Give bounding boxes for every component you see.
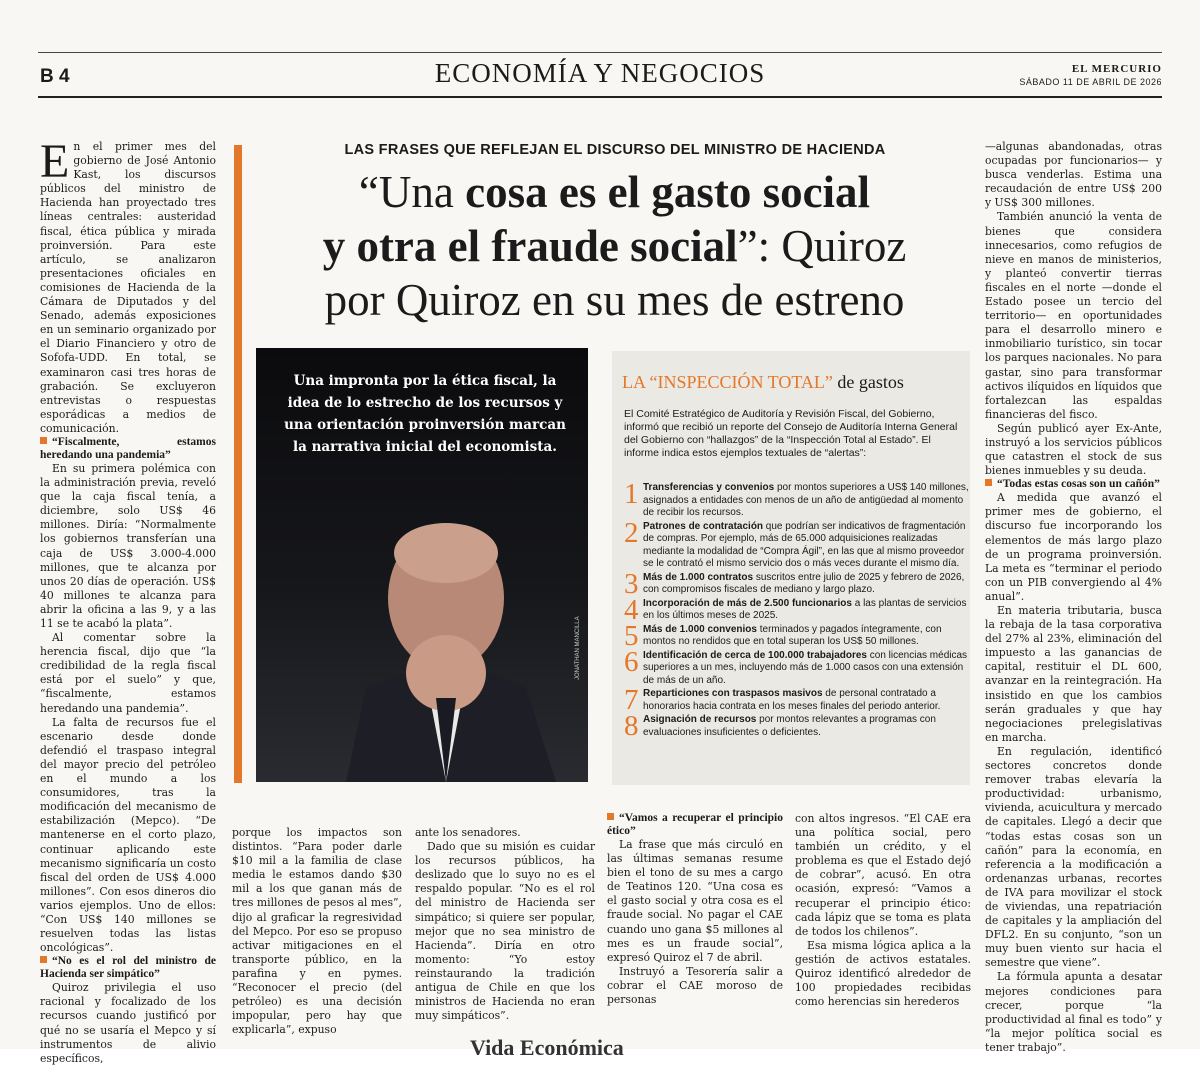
alert-number: 6 [624,645,639,678]
alert-text: Más de 1.000 convenios terminados y pagados íntegramente, con montos no rendidos que en total superan los US$ 50 millones. [643,623,942,647]
paragraph: Según publicó ayer Ex-Ante, instruyó a los servicios públicos que catastren el stock de sus bienes inmuebles y su deuda. [985,421,1162,478]
alert-item [624,619,969,652]
box-intro: El Comité Estratégico de Auditoría y Revisión Fiscal, del Gobierno, informó que recibió un reporte del Consejo de Auditoría Interna General del Gobierno con “hallazgos” de la “Inspección Total al Estado”. El informe indica estos ejemplos textuales de “alertas”: [624,408,958,459]
alert-text: Identificación de cerca de 100.000 trabajadores con licencias médicas superiores a un mes, incluyendo más de 1.000 casos con una extensión de más de un año. [643,649,968,686]
paragraph: Esa misma lógica aplica a la gestión de activos estatales. Quiroz identificó alrededor de 100 propiedades recibidas como herencias sin herederos [795,938,971,1009]
alert-text: Más de 1.000 contratos suscritos entre julio de 2025 y febrero de 2026, con compromisos fiscales de mediano y largo plazo. [643,571,965,595]
alert-list [624,478,969,742]
square-bullet-icon [40,956,47,963]
alert-text: Reparticiones con traspasos masivos de personal contratado a honorarios hacia contrata en los meses finales del periodo anterior. [643,688,941,712]
subhead-simpatico: “No es el rol del ministro de Hacienda ser simpático” [40,955,216,981]
column-2 [232,826,402,1037]
alert-number: 3 [624,567,639,600]
alert-text: Incorporación de más de 2.500 funcionarios a las plantas de servicios en los últimos meses de 2025. [643,597,967,621]
paragraph: La falta de recursos fue el escenario desde donde defendió el traspaso integral del mayor precio del petróleo en el mundo a los consumidores, tras la modificación del mecanismo de estabilización (Mepco). “De mantenerse en el corto plazo, continuar aplicando este mecanismo significaría un costo fiscal del orden de US$ 4.000 millones”. Con esos dineros dio varios ejemplos. Uno de ellos: “Con US$ 140 millones se resuelven todas las listas oncológicas”. [40,715,216,955]
next-page-heading-cut: Vida Económica [470,1035,624,1055]
alert-item [624,645,969,688]
alert-item [624,710,969,742]
paragraph: En materia tributaria, busca la rebaja de la tasa corporativa del 27% al 23%, eliminación del impuesto a las ganancias de capital, restituir el DL 600, avanzar en la reintegración. Ha insistido en que los cambios serán graduales y que hay negociaciones prelegislativas en marcha. [985,604,1162,744]
alert-item [624,684,969,716]
paragraph: ante los senadores. [415,826,521,839]
alert-number: 4 [624,593,639,626]
subhead-pandemia: “Fiscalmente, estamos heredando una pandemia” [40,435,216,461]
alert-item [624,567,969,600]
paragraph: —algunas abandonadas, otras ocupadas por funcionarios— y busca venderlas. Estima una recaudación de entre US$ 200 y US$ 300 millones. [985,140,1162,210]
alert-number: 8 [624,710,639,742]
column-3 [415,826,595,1023]
page-number: B 4 [40,66,70,87]
photo-credit: JONATHAN MANCILLA [575,616,581,680]
square-bullet-icon [607,813,614,820]
alert-text: Patrones de contratación que podrían ser indicativos de fragmentación de compras. Por ejemplo, más de 65.000 adquisiciones realizadas mediante la modalidad de “Compra Ágil”, en las que al mismo proveedor se le contrató el mismo servicio dos o más veces durante el mismo día. [643,520,966,569]
paragraph: porque los impactos son distintos. “Para poder darle $10 mil a la familia de clase media le estamos dando $30 mil a los que ganan más de tres millones de pesos al mes”, dijo al graficar la regresividad del Mepco. Por eso se propuso activar mitigaciones en el transporte público, en la parafina y en pymes. “Reconocer el precio (del petróleo) es una decisión impopular, pero hay que explicarla”, expuso [232,826,402,1037]
paragraph: También anunció la venta de bienes que considera innecesarios, como refugios de nieve en manos de ministerios, y planteó convertir tierras fiscales en el norte —donde el Estado posee un tercio del territorio— en oportunidades para el desarrollo minero e inmobiliario turístico, sin tocar los parques nacionales. No para gastar, sino para transformar activos ilíquidos en líquidos que fortalezcan las espaldas financieras del fisco. [985,210,1162,421]
alert-item [624,593,969,626]
subhead-etico: “Vamos a recuperar el principio ético” [607,812,783,837]
drop-cap: E [40,135,70,188]
alert-item [624,478,969,520]
paragraph: En regulación, identificó sectores concretos donde remover trabas elevaría la productividad: urbanismo, vivienda, acuicultura y mercado de capitales. Llegó a decir que “todas estas cosas son un cañón” para la economía, en referencia a la modificación a ordenanzas urbanas, recortes de IVA para movilizar el stock de viviendas, una repatriación de capitales y la ampliación del DFL2. En su conjunto, “son un muy buen viento sur hacia el semestre que viene”. [985,744,1162,970]
alert-item [624,516,969,571]
column-1 [40,135,216,1066]
paragraph: La fórmula apunta a desatar mejores condiciones para crecer, porque “la productividad al final es todo” y “la mejor política social es tener trabajo”. [985,970,1162,1054]
kicker: LAS FRASES QUE REFLEJAN EL DISCURSO DEL MINISTRO DE HACIENDA [344,142,886,158]
top-rule [38,52,1162,53]
alert-number: 5 [624,619,639,652]
accent-bar [234,145,242,783]
square-bullet-icon [985,479,992,486]
column-5 [795,812,971,1009]
alert-number: 2 [624,516,639,549]
lead-paragraph: En el primer mes del gobierno de José Antonio Kast, los discursos públicos del ministro de Hacienda han proyectado tres líneas centrales: austeridad fiscal, ética pública y mirada proinversión. Para este artículo, se analizaron presentaciones oficiales en comisiones de Hacienda de la Cámara de Diputados y del Senado, además exposiciones en un seminario organizado por el Diario Financiero y otro de Sofofa-UDD. En total, se examinaron casi tres horas de grabación. Se excluyeron entrevistas o respuestas esporádicas a medios de comunicación. [40,135,216,435]
alert-number: 7 [624,684,639,716]
paragraph: con altos ingresos. “El CAE era una política social, pero también un crédito, y el problema es que el Estado dejó de cobrar”, acusó. En otra ocasión, expresó: “Vamos a recuperar el principio ético: cada lápiz que se toma es plata de todos los chilenos”. [795,812,971,938]
column-4 [607,812,783,1007]
alert-number: 1 [624,478,639,510]
header-rule [38,96,1162,98]
photo-caption: Una impronta por la ética fiscal, la idea de lo estrecho de los recursos y una orientación proinversión marcan la narrativa inicial del economista. [284,373,566,455]
alert-text: Asignación de recursos por montos relevantes a programas con evaluaciones insuficientes o deficientes. [643,714,936,738]
section-title: ECONOMÍA Y NEGOCIOS [434,58,766,88]
alert-text: Transferencias y convenios por montos superiores a US$ 140 millones, asignados a entidades con menos de un año de antigüedad al momento de recibir los recursos. [643,482,969,518]
square-bullet-icon [40,437,47,444]
newspaper-name: EL MERCURIO [1071,63,1162,75]
headline: “Una cosa es el gasto social y otra el fraude social”: Quiroz por Quiroz en su mes de estreno [322,167,907,325]
paragraph: Instruyó a Tesorería salir a cobrar el CAE moroso de personas [607,964,783,1007]
paragraph: En su primera polémica con la administración previa, reveló que la caja fiscal tenía, a diciembre, solo US$ 46 millones. Diría: “Normalmente los gobiernos transferían una caja de US$ 3.000-4.000 millones, que te alcanza por unos 20 días de operación. US$ 40 millones te alcanza para abrir la oficina a las 9, y a las 11 se te acabó la plata”. [40,461,216,630]
paragraph: Dado que su misión es cuidar los recursos públicos, ha deslizado que lo suyo no es el respaldo popular. “No es el rol del ministro de Hacienda ser simpático; si quiere ser popular, mejor que no sea ministro de Hacienda”. Diría en otro momento: “Yo estoy reinstaurando la tradición antigua de Chile en que los ministros de Hacienda no eran muy simpáticos”. [415,840,595,1023]
paragraph: Quiroz privilegia el uso racional y focalizado de los recursos cuando justificó por qué no se usaría el Mepco y sí instrumentos de alivio específicos, [40,981,216,1065]
subhead-canon: “Todas estas cosas son un cañón” [985,478,1162,491]
paragraph: La frase que más circuló en las últimas semanas resume bien el tono de su mes a cargo de Teatinos 120. “Una cosa es el gasto social y otra cosa es el fraude social. No pagar el CAE cuando uno gana $5 millones al mes es un fraude social”, expresó Quiroz el 7 de abril. [607,838,783,964]
paragraph: Al comentar sobre la herencia fiscal, dijo que “la credibilidad de la regla fiscal está por el suelo” y que, “fiscalmente, estamos heredando una pandemia”. [40,631,216,715]
paragraph: A medida que avanzó el primer mes de gobierno, el discurso fue incorporando los elementos de más largo plazo de un programa proinversión. La meta es “terminar el periodo con un PIB convergiendo al 4% anual”. [985,491,1162,603]
box-title: LA “INSPECCIÓN TOTAL” de gastos [622,372,904,392]
column-6 [985,140,1162,1055]
publication-date: SÁBADO 11 DE ABRIL DE 2026 [1019,77,1162,87]
